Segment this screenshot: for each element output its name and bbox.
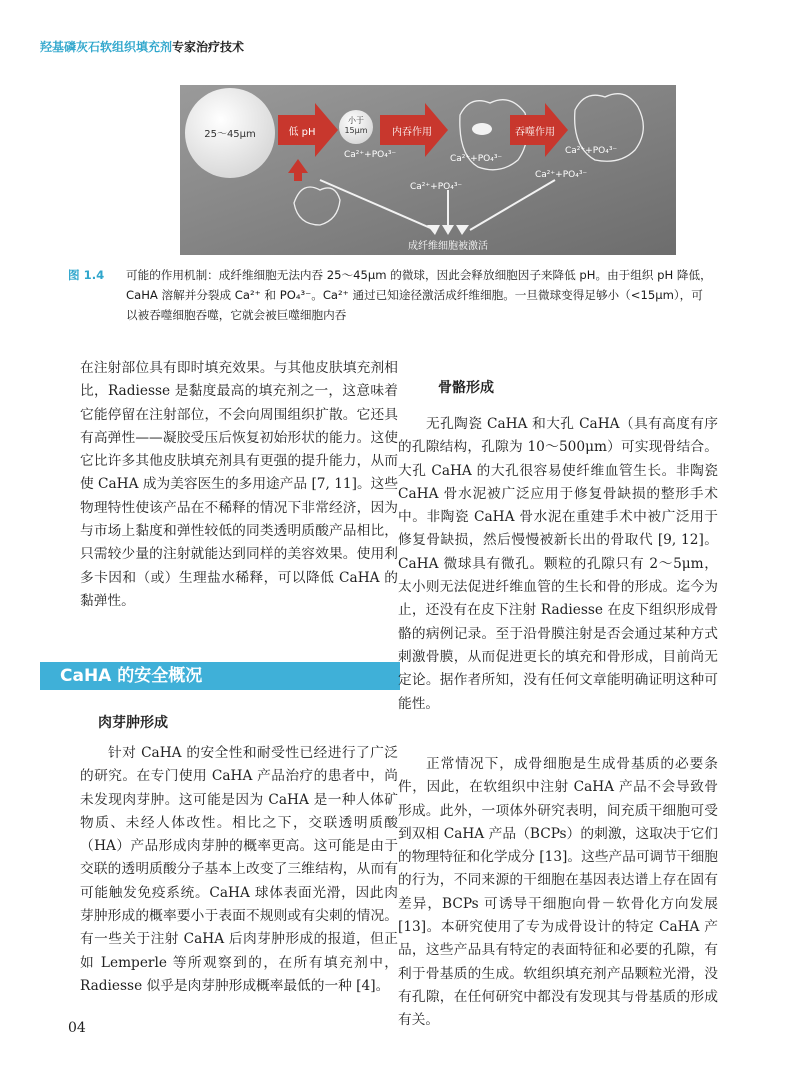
page-number: 04 xyxy=(68,1020,86,1036)
engulfed-particle xyxy=(472,123,492,135)
figure-caption xyxy=(68,265,728,325)
subheading-granuloma: 肉芽肿形成 xyxy=(98,715,168,731)
ion-label-3: Ca²⁺+PO₄³⁻ xyxy=(565,146,618,156)
left-column-para1 xyxy=(80,357,398,613)
right-column-para2: 正常情况下，成骨细胞是生成骨基质的必要条件，因此，在软组织中注射 CaHA 产品不会导致骨形成。此外，一项体外研究表明，间充质干细胞可受到双相 CaHA 产品（BCPs）的刺激，这取决于它们的物理特征和化学成分 [13]。这些产品可调节干细胞的行为，不同来源的干细胞在基因表达谱上存在固有差异，BCPs 可诱导干细胞向骨－软骨化方向发展 [13]。本研究使用了专为成骨设计的特定 CaHA 产品，这些产品具有特定的表面特征和必要的孔隙，有利于骨基质的生成。软组织填充剂产品颗粒光滑，没有孔隙，在任何研究中都没有发现其与骨基质的形成有关。 xyxy=(398,756,718,1029)
ion-label-1: Ca²⁺+PO₄³⁻ xyxy=(344,150,397,160)
left-column-para2: 针对 CaHA 的安全性和耐受性已经进行了广泛的研究。在专门使用 CaHA 产品治疗的患者中，尚未发现肉芽肿。这可能是因为 CaHA 是一种人体矿物质、未经人体改性。相比之下，交联透明质酸（HA）产品形成肉芽肿的概率更高。这可能是由于交联的透明质酸分子基本上改变了三维结构，从而有可能触发免疫系统。CaHA 球体表面光滑，因此肉芽肿形成的概率要小于表面不规则或有尖刺的情况。有一些关于注射 CaHA 后肉芽肿形成的报道，但正如 Lemperle 等所观察到的，在所有填充剂中，Radiesse 似乎是肉芽肿形成概率最低的一种 [4]。 xyxy=(80,745,398,994)
figure-number: 图 1.4 xyxy=(68,268,105,282)
body-text: 在注射部位具有即时填充效果。与其他皮肤填充剂相比，Radiesse 是黏度最高的填充剂之一，这意味着它能停留在注射部位，不会向周围组织扩散。它还具有高弹性——凝胶受压后恢复初始形状的能力。这使它比许多其他皮肤填充剂具有更强的提升能力，从而使 CaHA 成为美容医生的多用途产品 [7, 11]。这些物理特性使该产品在不稀释的情况下非常经济，因为与市场上黏度和弹性较低的同类透明质酸产品相比，只需较少量的注射就能达到同样的美容效果。使用利多卡因和（或）生理盐水稀释，可以降低 CaHA 的黏弹性。 xyxy=(80,360,399,609)
subheading-bone: 骨骼形成 xyxy=(438,380,494,396)
endocytosis-label: 内吞作用 xyxy=(392,127,432,138)
sphere-size-label: 25～45μm xyxy=(204,129,256,140)
section-heading: CaHA 的安全概况 xyxy=(40,662,400,690)
header-title-dark: 专家治疗技术 xyxy=(172,40,245,54)
ion-label-2: Ca²⁺+PO₄³⁻ xyxy=(450,154,503,164)
caption-line-1: 可能的作用机制：成纤维细胞无法内吞 25～45μm 的微球，因此会释放细胞因子来降低 pH。由于组织 pH 降低， xyxy=(126,268,712,282)
mechanism-figure xyxy=(180,85,676,255)
right-column-para1: 无孔陶瓷 CaHA 和大孔 CaHA（具有高度有序的孔隙结构，孔隙为 10～500μm）可实现骨结合。大孔 CaHA 的大孔很容易使纤维血管生长。非陶瓷 CaHA 骨水泥被广泛应用于修复骨缺损的整形手术中。非陶瓷 CaHA 骨水泥在重建手术中被广泛用于修复骨缺损，然后慢慢被新长出的骨取代 [9, 12]。CaHA 微球具有微孔。颗粒的孔隙只有 2～5μm，太小则无法促进纤维血管的生长和骨的形成。迄今为止，还没有在皮下注射 Radiesse 在皮下组织形成骨骼的病例记录。至于沿骨膜注射是否会通过某种方式刺激骨膜，从而促进更长的填充和骨形成，目前尚无定论。据作者所知，没有任何文章能明确证明这种可能性。 xyxy=(398,416,718,712)
running-header xyxy=(40,38,244,55)
small-label-line1: 小于 xyxy=(348,116,364,125)
ion-label-4: Ca²⁺+PO₄³⁻ xyxy=(410,182,463,192)
fibroblast-activated-label: 成纤维细胞被激活 xyxy=(408,241,488,252)
caption-line-3: 以被吞噬细胞吞噬，它就会被巨噬细胞内吞 xyxy=(126,308,347,322)
ion-label-5: Ca²⁺+PO₄³⁻ xyxy=(535,170,588,180)
low-ph-label: 低 pH xyxy=(288,127,316,138)
caption-line-2: CaHA 溶解并分裂成 Ca²⁺ 和 PO₄³⁻。Ca²⁺ 通过已知途径激活成纤维细胞。一旦微球变得足够小（<15μm），可 xyxy=(126,288,703,302)
mechanism-diagram xyxy=(180,85,676,255)
phagocytosis-label: 吞噬作用 xyxy=(515,127,555,138)
small-label-line2: 15μm xyxy=(344,126,368,135)
header-title-colored: 羟基磷灰石软组织填充剂 xyxy=(40,40,173,54)
